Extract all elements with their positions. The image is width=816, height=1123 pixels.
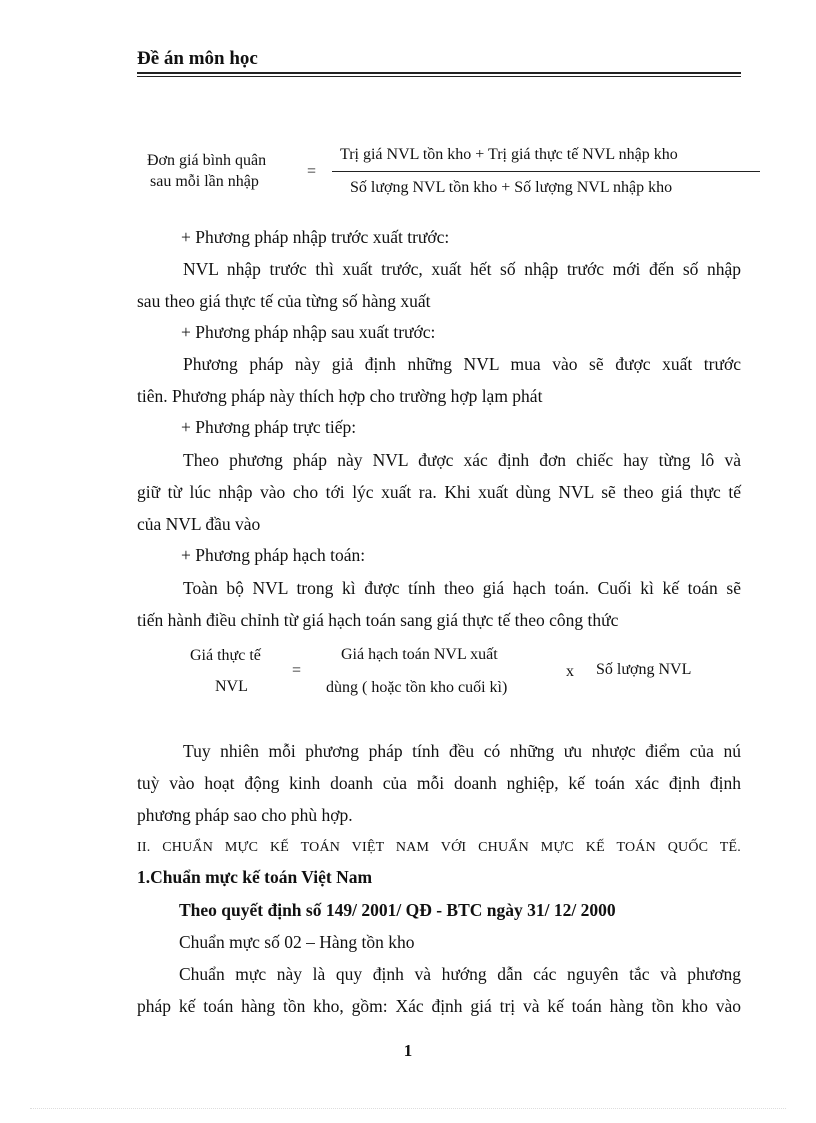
formula2-lhs-line1: Giá thực tế xyxy=(190,647,261,664)
method-direct-heading: + Phương pháp trực tiếp: xyxy=(181,417,357,437)
paragraph-line: phương pháp sao cho phù hợp. xyxy=(137,805,353,825)
method-fifo-heading: + Phương pháp nhập trước xuất trước: xyxy=(181,227,450,247)
paragraph-text: Tuy nhiên mỗi phương pháp tính đều có những ưu nhược điểm của nú xyxy=(183,741,741,761)
paragraph-text: Chuẩn mực này là quy định và hướng dẫn các nguyên tắc và phương xyxy=(179,964,741,984)
section-heading-ii: II. CHUẨN MỰC KẾ TOÁN VIỆT NAM VỚI CHUẨN MỰC KẾ TOÁN QUỐC TẾ. xyxy=(137,840,741,855)
header-rule-thick xyxy=(137,72,741,74)
method-standard-cost-heading: + Phương pháp hạch toán: xyxy=(181,545,366,565)
formula2-numerator: Giá hạch toán NVL xuất xyxy=(341,646,498,663)
paragraph-text: NVL nhập trước thì xuất trước, xuất hết số nhập trước mới đến số nhập xyxy=(183,259,741,279)
page-number: 1 xyxy=(403,1041,413,1060)
formula2-times: x xyxy=(566,663,574,680)
paragraph-line: giữ từ lúc nhập vào cho tới lýc xuất ra. Khi xuất dùng NVL sẽ theo giá thực tế xyxy=(137,482,741,502)
method-lifo-heading: + Phương pháp nhập sau xuất trước: xyxy=(181,322,436,342)
paragraph-text: Theo phương pháp này NVL được xác định đơn chiếc hay từng lô và xyxy=(183,450,741,470)
paragraph-line: tiến hành điều chỉnh từ giá hạch toán sang giá thực tế theo công thức xyxy=(137,610,619,630)
paragraph-text: Phương pháp này giả định những NVL mua vào sẽ được xuất trước xyxy=(183,354,741,374)
section-heading-1: 1.Chuẩn mực kế toán Việt Nam xyxy=(137,867,373,887)
formula2-rhs: Số lượng NVL xyxy=(596,661,692,678)
paragraph-line xyxy=(137,450,741,471)
formula1-equals: = xyxy=(307,163,317,180)
formula1-fraction-bar xyxy=(332,171,760,172)
paragraph-text: Toàn bộ NVL trong kì được tính theo giá hạch toán. Cuối kì kế toán sẽ xyxy=(183,578,741,598)
paragraph-line: pháp kế toán hàng tồn kho, gồm: Xác định giá trị và kế toán hàng tồn kho vào xyxy=(137,996,741,1016)
formula2-denominator: dùng ( hoặc tồn kho cuối kì) xyxy=(326,679,508,696)
header-rule-thin xyxy=(137,76,741,77)
paragraph-line xyxy=(137,741,741,762)
paragraph-line: của NVL đầu vào xyxy=(137,514,261,534)
decision-reference: Theo quyết định số 149/ 2001/ QĐ - BTC ngày 31/ 12/ 2000 xyxy=(179,900,616,920)
page-bottom-divider xyxy=(30,1108,786,1109)
paragraph-line: tiên. Phương pháp này thích hợp cho trường hợp lạm phát xyxy=(137,386,543,406)
paragraph-line xyxy=(137,259,741,280)
paragraph-line: tuỳ vào hoạt động kinh doanh của mỗi doanh nghiệp, kế toán xác định định xyxy=(137,773,741,793)
formula1-lhs-line1: Đơn giá bình quân xyxy=(147,152,267,169)
formula1-lhs-line2: sau mỗi lần nhập xyxy=(150,173,259,190)
paragraph-line xyxy=(137,964,741,985)
paragraph-line: sau theo giá thực tế của từng số hàng xuất xyxy=(137,291,431,311)
formula2-equals: = xyxy=(292,662,302,679)
formula1-numerator: Trị giá NVL tồn kho + Trị giá thực tế NVL nhập kho xyxy=(340,146,678,163)
paragraph-line xyxy=(137,578,741,599)
page-header-title: Đề án môn học xyxy=(137,48,258,69)
formula1-denominator: Số lượng NVL tồn kho + Số lượng NVL nhập kho xyxy=(350,179,673,196)
paragraph-line xyxy=(137,354,741,375)
formula2-lhs-line2: NVL xyxy=(215,678,248,695)
standard-title: Chuẩn mực số 02 – Hàng tồn kho xyxy=(179,932,415,952)
